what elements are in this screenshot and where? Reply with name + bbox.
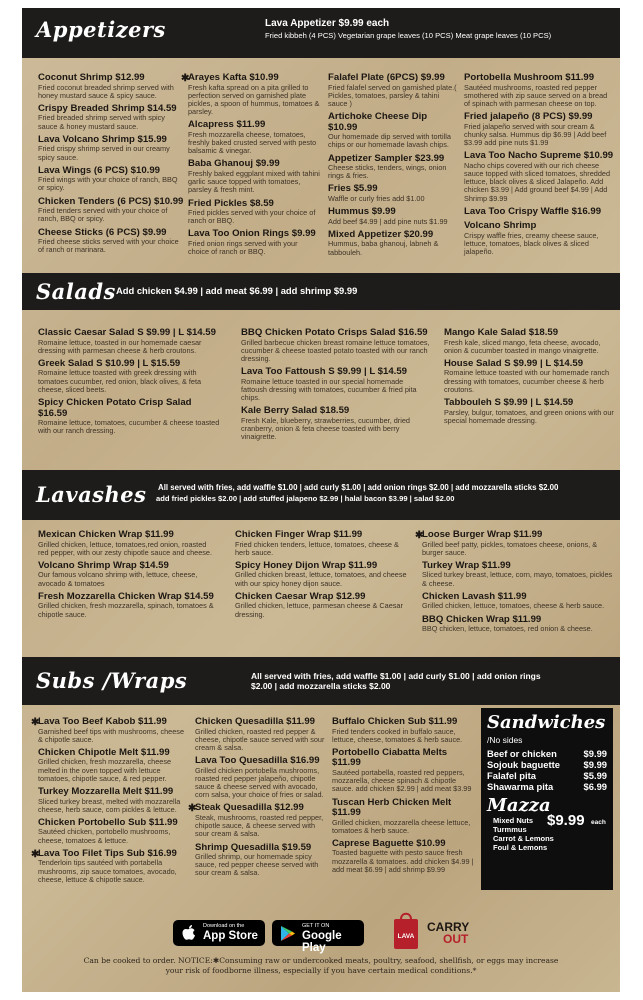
menu-item [328, 112, 458, 149]
subs-col2 [188, 716, 325, 882]
menu-item-name: Chicken Portobello Sub $11.99 [38, 816, 178, 828]
menu-item-name: Kale Berry Salad $18.59 [241, 405, 350, 417]
salads-section [22, 310, 620, 470]
menu-item-name: Volcano Shrimp [464, 220, 537, 232]
menu-item [38, 398, 223, 435]
menu-item [31, 716, 190, 744]
google-play-button[interactable] [272, 920, 364, 954]
lava-logo [392, 910, 420, 950]
menu-item-description: Fried pickles served with your choice of ranch or BBQ. [188, 208, 316, 226]
menu-item-description: Fried crispy shrimp served in our creamy spicy sauce. [38, 144, 170, 162]
mazza-block [487, 812, 607, 862]
lavashes-section [22, 520, 620, 657]
notice-line2: your risk of foodborne illness, especially if you have certain medical conditions.* [165, 965, 477, 975]
menu-item [241, 367, 431, 402]
menu-item [332, 839, 478, 874]
menu-item-name: Lava Too Beef Kabob $11.99 [38, 716, 167, 727]
mazza-item: Carrot & Lemons [493, 834, 554, 843]
salads-header-bar [22, 273, 620, 310]
menu-item-description: Fried cheese sticks served with your choice of ranch or marinara. [38, 237, 179, 255]
lavashes-col2 [235, 530, 410, 623]
sandwich-item [487, 781, 607, 792]
asterisk-icon: ✱ [31, 717, 40, 728]
subs-header-bar [22, 657, 620, 705]
menu-item-description: Sautéed chicken, portobello mushrooms, cheese, tomatoes & lettuce. [38, 827, 171, 845]
menu-item [195, 717, 325, 752]
sandwich-name: Falafel pita [487, 770, 536, 781]
menu-item-description: Romaine lettuce toasted in our special homemade fattoush dressing with tomatoes, cucumber & fried pita chips. [241, 376, 417, 403]
app-store-big-text: App Store [203, 930, 258, 942]
asterisk-icon: ✱ [31, 848, 40, 860]
menu-item-description: Tenderloin tips sautéed with portabella mushrooms, zip sauce tomatoes, avocado, cheese, lettuce & chipotle sauce. [38, 858, 177, 884]
subs-title: Subs /Wraps [36, 668, 188, 693]
menu-item-description: Fried chicken tenders, lettuce, tomatoes, cheese & herb sauce. [235, 539, 399, 557]
menu-item-name: Mixed Appetizer $20.99 [328, 228, 434, 240]
menu-item-description: Cheese sticks, tenders, wings, onion rings & fries. [328, 163, 447, 181]
menu-item [38, 328, 223, 355]
menu-item-description: Sautéed portabella, roasted red peppers, mozzarella, cheese spinach & chipotle sauce. add chicken $2.99 | add meat $3.99 [332, 767, 472, 794]
menu-item-name: Crispy Breaded Shrimp $14.59 [38, 102, 177, 114]
menu-item [38, 561, 218, 588]
menu-item [328, 230, 458, 257]
menu-item-name: Chicken Quesadilla $11.99 [195, 716, 315, 727]
menu-item [38, 818, 190, 845]
menu-item [444, 359, 614, 394]
mazza-item: Foul & Lemons [493, 843, 548, 852]
shopping-bag-icon [392, 910, 420, 950]
menu-item-description: Grilled chicken, fresh mozzarella, spinach, tomatoes & chipotle sauce. [38, 601, 214, 619]
menu-item [241, 328, 431, 363]
lavashes-header-line1: All served with fries, add waffle $1.00 | add curly $1.00 | add onion rings $2.00 | add mozzarella sticks $2.00 [158, 483, 559, 492]
subs-header-line2: $2.00 | add mozzarella sticks $2.00 [251, 681, 391, 691]
menu-item-description: Fried breaded shrimp served with spicy sauce & honey mustard sauce. [38, 113, 165, 131]
menu-item [188, 802, 325, 839]
menu-item-name: Spicy Chicken Potato Crisp Salad $16.59 [38, 397, 192, 419]
menu-item-description: Fried jalapeño served with sour cream & chunky salsa. Hummus dip $6.99 | Add beef $3.99 add pine nuts $1.99 [464, 121, 607, 148]
menu-item-description: Hummus, baba ghanouj, labneh & tabbouleh. [328, 239, 439, 257]
menu-item [38, 166, 184, 193]
menu-item [328, 154, 458, 181]
menu-item-description: Our homemade dip served with tortilla chips or our homemade lavash chips. [328, 132, 451, 150]
menu-item-name: Fresh Mozzarella Chicken Wrap $14.59 [38, 590, 214, 602]
menu-item-description: Nacho chips covered with our rich cheese sauce topped with sliced tomatoes, shredded lettuce, black olives & sliced Jalapeño. Add chicken $3.99 | Add ground beef $4.99 | Add Shrimp $9.99 [464, 160, 611, 203]
menu-item-name: Alcapress $11.99 [188, 119, 266, 131]
menu-item [195, 756, 325, 799]
menu-item-name: Buffalo Chicken Sub $11.99 [332, 716, 458, 727]
menu-item-name: Portobello Ciabatta Melts $11.99 [332, 746, 448, 769]
menu-item-name: Chicken Caesar Wrap $12.99 [235, 590, 366, 602]
menu-item-description: Romaine lettuce toasted with greek dressing with tomatoes cucumber, red onion, black olives, & feta cheese, sliced beets. [38, 368, 202, 394]
lavashes-title: Lavashes [36, 482, 147, 507]
menu-item [332, 748, 478, 794]
salads-header: Add chicken $4.99 | add meat $6.99 | add shrimp $9.99 [116, 285, 358, 296]
menu-item [181, 72, 320, 117]
salads-title: Salads [36, 279, 116, 304]
menu-item-description: Grilled chicken, fresh mozzarella, cheese melted in the oven topped with lettuce tomatoes, chipotle sauce, & red pepper. [38, 757, 172, 783]
menu-item [38, 197, 184, 224]
notice-line1: Can be cooked to order. NOTICE:✱Consuming raw or undercooked meats, poultry, seafood, shellfish, or eggs may increase [83, 956, 559, 965]
subs-col3 [332, 717, 478, 878]
menu-item-name: Lava Wings (6 PCS) $10.99 [38, 164, 161, 176]
menu-item-name: Baba Ghanouj $9.99 [188, 158, 280, 170]
mazza-each: each [591, 819, 606, 826]
sandwich-price: $5.99 [583, 770, 607, 781]
mazza-title: Mazza [487, 795, 551, 816]
sandwich-price: $9.99 [583, 759, 607, 770]
menu-item [422, 615, 617, 634]
sandwich-name: Sojouk baguette [487, 759, 560, 770]
menu-item-name: Lava Too Filet Tips Sub $16.99 [38, 847, 177, 859]
menu-item-description: Fresh mozzarella cheese, tomatoes, freshly baked crusted served with pesto balsamic & vinegar. [188, 129, 317, 156]
menu-item-name: Lava Too Nacho Supreme $10.99 [464, 150, 614, 162]
sandwich-name: Shawarma pita [487, 781, 554, 792]
app-store-button[interactable] [173, 920, 265, 946]
google-play-icon [280, 925, 296, 942]
menu-item-name: Artichoke Cheese Dip $10.99 [328, 111, 428, 133]
menu-item-description: Fried wings with your choice of ranch, BBQ or spicy. [38, 175, 178, 193]
google-play-small-text: GET IT ON [302, 923, 330, 929]
google-play-big-text: Google Play [302, 930, 342, 954]
menu-item-name: Caprese Baguette $10.99 [332, 837, 446, 849]
menu-item [235, 561, 410, 588]
menu-item [464, 207, 614, 218]
sandwiches-list [487, 748, 607, 792]
menu-item [328, 184, 458, 203]
appetizers-header-bar [22, 8, 620, 58]
sandwiches-box [481, 708, 613, 890]
mazza-item: Mixed Nuts [493, 816, 534, 825]
sandwiches-note: /No sides [487, 735, 523, 745]
menu-item-name: Lava Volcano Shrimp $15.99 [38, 133, 167, 145]
menu-item-description: Romaine lettuce, tomatoes, cucumber & cheese toasted with our ranch dressing. [38, 418, 220, 436]
mazza-list [493, 816, 554, 852]
menu-item-name: Chicken Tenders (6 PCS) $10.99 [38, 195, 184, 207]
menu-item-description: Crispy waffle fries, creamy cheese sauce, lettuce, tomatoes, black olives & sliced jalapeño. [464, 230, 599, 257]
menu-item-name: Fried Pickles $8.59 [188, 197, 274, 209]
appetizers-col2 [181, 72, 320, 260]
menu-item-description: Garnished beef tips with mushrooms, cheese & chipotle sauce. [38, 726, 185, 744]
menu-item-description: Our famous volcano shrimp with, lettuce, cheese, avocado & tomatoes [38, 570, 198, 588]
menu-item-description: Grilled chicken, mozzarella cheese lettuce, tomatoes & herb sauce. [332, 817, 471, 835]
menu-item-name: Cheese Sticks (6 PCS) $9.99 [38, 226, 167, 238]
menu-item-description: Grilled chicken, roasted red pepper & cheese, chipotle sauce served with sour cream & salsa. [195, 726, 325, 752]
salads-col2 [241, 328, 431, 445]
menu-item-description: Fried onion rings served with your choice of ranch or BBQ. [188, 238, 298, 257]
menu-item-name: Lava Too Fattoush S $9.99 | L $14.59 [241, 366, 408, 378]
lava-logo-text: LAVA [397, 933, 415, 940]
menu-item [422, 592, 617, 611]
menu-item [332, 717, 478, 744]
menu-item-name: Shrimp Quesadilla $19.59 [195, 841, 312, 853]
appetizers-header-line1: Lava Appetizer $9.99 each [265, 18, 390, 29]
lavashes-col1 [38, 530, 218, 623]
menu-item-description: Steak, mushrooms, roasted red pepper, chipotle sauce, & cheese served with sour cream & salsa. [195, 812, 324, 839]
appetizers-col3 [328, 73, 458, 261]
menu-item-name: Steak Quesadilla $12.99 [195, 802, 304, 814]
menu-item-name: Lava Too Quesadilla $16.99 [195, 755, 320, 767]
menu-item-description: Grilled chicken, lettuce, tomatoes,red onion, roasted red pepper, with our zesty chipotle sauce and cheese. [38, 539, 213, 557]
appetizers-col4 [464, 73, 614, 260]
menu-item [464, 112, 614, 147]
menu-item-name: House Salad S $9.99 | L $14.59 [444, 357, 584, 369]
menu-item-name: Chicken Finger Wrap $11.99 [235, 529, 363, 540]
menu-item-name: Arayes Kafta $10.99 [188, 72, 279, 83]
out-text: OUT [443, 932, 469, 946]
menu-item-name: Spicy Honey Dijon Wrap $11.99 [235, 559, 378, 571]
menu-item-description: Add beef $4.99 | add pine nuts $1.99 [328, 216, 448, 226]
menu-item-name: Chicken Chipotle Melt $11.99 [38, 746, 170, 758]
salads-col1 [38, 328, 223, 439]
menu-item-description: Fried falafel served on garnished plate.( Pickles, tomatoes, parsley & tahini sauce ) [328, 82, 457, 108]
menu-item-description: Fried tenders cooked in buffalo sauce, lettuce, cheese, tomatoes & herb sauce. [332, 726, 463, 744]
menu-item-description: Fried tenders served with your choice of ranch, BBQ or spicy. [38, 206, 168, 224]
lavashes-header-bar [22, 470, 620, 520]
menu-item [241, 406, 431, 441]
menu-item-description: Sliced turkey breast, lettuce, corn, mayo, tomatoes, pickles & cheese. [422, 570, 613, 588]
asterisk-icon: ✱ [415, 530, 424, 541]
menu-item-name: Tabbouleh S $9.99 | L $14.59 [444, 397, 574, 409]
menu-item-name: Greek Salad S $10.99 | L $15.59 [38, 357, 181, 369]
menu-item [444, 328, 614, 355]
menu-item-description: Romaine lettuce, toasted in our homemade caesar dressing with parmesan cheese & herb croutons. [38, 337, 202, 355]
menu-item-description: Parsley, bulgur, tomatoes, and green onions with our special homemade dressing. [444, 407, 614, 425]
menu-item [422, 561, 617, 588]
apple-icon [181, 924, 197, 942]
carry-text: CARRY [427, 920, 470, 934]
menu-item [38, 135, 184, 162]
menu-item-name: BBQ Chicken Wrap $11.99 [422, 613, 542, 625]
menu-item [235, 592, 410, 619]
menu-item-name: Turkey Mozzarella Melt $11.99 [38, 786, 174, 798]
menu-item [38, 73, 184, 100]
subs-header-line1: All served with fries, add waffle $1.00 | add curly $1.00 | add onion rings [251, 671, 541, 681]
sandwich-item [487, 770, 607, 781]
mazza-price: $9.99 [547, 812, 585, 829]
sandwich-price: $9.99 [583, 748, 607, 759]
food-safety-notice [22, 956, 620, 975]
menu-item [464, 151, 614, 203]
menu-item-name: Falafel Plate (6PCS) $9.99 [328, 72, 445, 83]
menu-item [188, 159, 320, 194]
sandwich-item [487, 759, 607, 770]
menu-item-name: Hummus $9.99 [328, 206, 396, 218]
menu-item-description: Fresh kafta spread on a pita grilled to perfection served on garnished plate pickles, a spoon of hummus, tomatoes & parsley. [188, 82, 320, 117]
menu-item-description: Freshly baked eggplant mixed with tahini garlic sauce topped with tomatoes, parsley & fresh mint. [188, 168, 320, 195]
menu-item-description: Sliced turkey breast, melted with mozzarella cheese, herb sauce, corn pickles & lettuce. [38, 796, 181, 814]
menu-item [415, 529, 617, 557]
menu-item-description: Toasted baguette with pesto sauce fresh mozzarella & tomatoes. add chicken $4.99 | add meat $6.99 | add shrimp $9.99 [332, 848, 474, 874]
appetizers-title: Appetizers [36, 17, 166, 42]
menu-item [464, 221, 614, 256]
menu-item-description: Grilled chicken, lettuce, parmesan cheese & Caesar dressing. [235, 601, 403, 619]
sandwich-item [487, 748, 607, 759]
menu-item-name: Portobella Mushroom $11.99 [464, 72, 595, 83]
menu-item-description: Sautéed mushrooms, roasted red pepper smothered with zip sauce served on a bread of spinach with parmesan cheese on top. [464, 82, 608, 108]
menu-item [31, 847, 190, 884]
menu-item-name: Mexican Chicken Wrap $11.99 [38, 529, 174, 540]
menu-item-name: Chicken Lavash $11.99 [422, 590, 527, 602]
sandwich-name: Beef or chicken [487, 748, 557, 759]
menu-item [38, 359, 223, 394]
menu-item [195, 843, 325, 878]
menu-item-description: Fried coconut breaded shrimp served with honey mustard sauce & spicy sauce. [38, 82, 174, 100]
menu-item-name: Mango Kale Salad $18.59 [444, 327, 559, 338]
appetizers-header-line2: Fried kibbeh (4 PCS) Vegetarian grape leaves (10 PCS) Meat grape leaves (10 PCS) [265, 31, 552, 40]
menu-item [38, 748, 190, 783]
menu-item [38, 104, 184, 131]
menu-item [464, 73, 614, 108]
subs-col1 [31, 716, 190, 888]
menu-item-description: Grilled chicken portobella mushrooms, roasted red pepper jalapeño, chipotle sauce & cheese served with avocado, corn salsa, your choice of fries or salad. [195, 765, 324, 800]
appetizers-col1 [38, 73, 184, 258]
appetizers-section [22, 58, 620, 273]
menu-item-description: BBQ chicken, lettuce, tomatoes, red onion & cheese. [422, 624, 593, 634]
menu-item [328, 207, 458, 226]
menu-item [38, 228, 184, 255]
menu-item-name: BBQ Chicken Potato Crisps Salad $16.59 [241, 327, 428, 338]
lavashes-header-line2: add fried pickles $2.00 | add stuffed jalapeno $2.99 | halal bacon $3.99 | salad $2.00 [156, 494, 455, 503]
asterisk-icon: ✱ [188, 803, 197, 815]
menu-item-name: Fried jalapeño (8 PCS) $9.99 [464, 111, 593, 123]
menu-item-name: Turkey Wrap $11.99 [422, 559, 511, 571]
menu-item-name: Tuscan Herb Chicken Melt $11.99 [332, 796, 452, 819]
menu-page [22, 8, 620, 992]
menu-item [38, 530, 218, 557]
lavashes-col3 [415, 529, 617, 637]
asterisk-icon: ✱ [181, 73, 190, 84]
menu-item-name: Loose Burger Wrap $11.99 [422, 529, 543, 540]
menu-item [188, 120, 320, 155]
menu-item [328, 73, 458, 108]
menu-item-description: Waffle or curly fries add $1.00 [328, 193, 425, 203]
menu-item-name: Coconut Shrimp $12.99 [38, 72, 145, 83]
menu-item-description: Romaine lettuce toasted with our homemade ranch dressing with tomatoes, cucumber cheese & herb croutons. [444, 368, 610, 394]
menu-item-description: Fresh kale, sliced mango, feta cheese, avocado, onion & cucumber toasted in mango vinaigrette. [444, 337, 601, 355]
menu-item [444, 398, 614, 425]
menu-item-description: Grilled shrimp, our homemade spicy sauce, red pepper cheese served with sour cream & salsa. [195, 852, 319, 878]
menu-item-name: Lava Too Onion Rings $9.99 [188, 228, 316, 240]
menu-item-name: Lava Too Crispy Waffle $16.99 [464, 205, 602, 217]
menu-item-name: Fries $5.99 [328, 183, 378, 195]
menu-item [188, 199, 320, 226]
menu-item [235, 530, 410, 557]
menu-item-description: Grilled barbecue chicken breast romaine lettuce tomatoes, cucumber & cheese toasted potato toasted with our ranch dressing. [241, 337, 430, 363]
menu-item-description: Fresh Kale, blueberry, strawberries, cucumber, dried cranberry, onion & feta cheese toasted with berry vinaigrette. [241, 415, 410, 442]
menu-item-name: Appetizer Sampler $23.99 [328, 152, 445, 164]
menu-item-description: Grilled beef patty, pickles, tomatoes cheese, onions, & burger sauce. [422, 539, 598, 557]
menu-item [188, 229, 320, 256]
menu-item-name: Volcano Shrimp Wrap $14.59 [38, 559, 169, 571]
menu-item-description: Grilled chicken, lettuce, tomatoes, cheese & herb sauce. [422, 601, 605, 611]
menu-item [38, 592, 218, 619]
mazza-item: Turmmus [493, 825, 527, 834]
sandwich-price: $6.99 [583, 781, 607, 792]
menu-item [332, 798, 478, 835]
menu-item-description: Grilled chicken breast, lettuce, tomatoes, and cheese with our spicy honey dijon sauce. [235, 570, 407, 588]
menu-item [38, 787, 190, 814]
menu-item-name: Classic Caesar Salad S $9.99 | L $14.59 [38, 327, 216, 338]
app-store-small-text: Download on the [203, 923, 245, 929]
sandwiches-title: Sandwiches [487, 712, 606, 733]
salads-col3 [444, 328, 614, 429]
